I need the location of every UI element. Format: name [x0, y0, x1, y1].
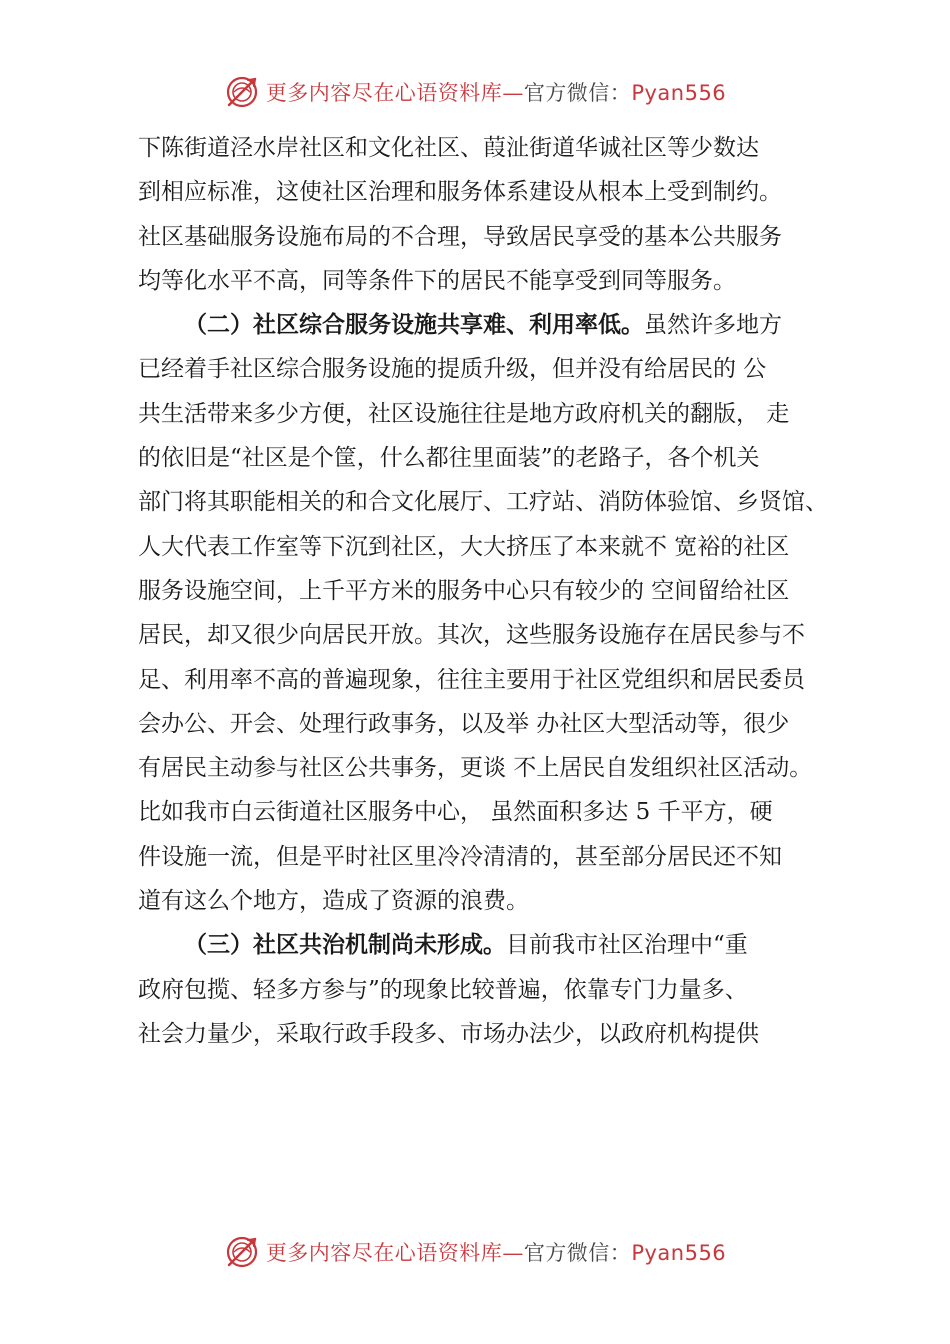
header-watermark-left: 更多内容尽在心语资料库: [265, 81, 503, 105]
body-line: 社区基础服务设施布局的不合理，导致居民享受的基本公共服务: [138, 223, 782, 250]
section2-line: 共生活带来多少方便，社区设施往往是地方政府机关的翻版， 走: [138, 400, 790, 427]
footer-watermark-left: 更多内容尽在心语资料库: [265, 1241, 503, 1265]
section2-line: 足、利用率不高的普遍现象，往往主要用于社区党组织和居民委员: [138, 666, 805, 693]
header-watermark: [0, 72, 950, 112]
document-body: [138, 126, 858, 1056]
footer-watermark: [0, 1232, 950, 1272]
body-line: 均等化水平不高，同等条件下的居民不能享受到同等服务。: [138, 267, 736, 294]
section3-heading: （三）社区共治机制尚未形成。: [184, 931, 506, 959]
body-line: 下陈街道泾水岸社区和文化社区、葭沚街道华诚社区等少数达: [138, 135, 759, 161]
section2-first-line: [138, 303, 858, 347]
section2-line: 服务设施空间，上千平方米的服务中心只有较少的 空间留给社区: [138, 577, 790, 604]
header-watermark-text: [266, 77, 726, 107]
header-watermark-right: 官方微信：: [523, 81, 632, 105]
section2-line: 道有这么个地方，造成了资源的浪费。: [138, 888, 529, 915]
section2-line: 已经着手社区综合服务设施的提质升级，但并没有给居民的 公: [138, 356, 767, 383]
section3-first-rest: 目前我市社区治理中“重: [506, 932, 748, 959]
section2-line: 的依旧是“社区是个筐，什么都往里面装”的老路子，各个机关: [138, 445, 760, 472]
section2-heading: （二）社区综合服务设施共享难、利用率低。: [184, 311, 644, 339]
section2-line: 居民，却又很少向居民开放。其次，这些服务设施存在居民参与不: [138, 622, 805, 649]
footer-watermark-text: [266, 1237, 726, 1267]
section3-first-line: [138, 923, 858, 967]
header-watermark-sep: —: [502, 81, 524, 105]
section2-first-rest: 虽然许多地方: [644, 312, 782, 339]
section3-line: 政府包揽、轻多方参与”的现象比较普遍，依靠专门力量多、: [138, 976, 748, 1003]
logo-icon: [224, 74, 260, 110]
section2-line: 部门将其职能相关的和合文化展厅、工疗站、消防体验馆、乡贤馆、: [138, 489, 828, 516]
section2-line: 有居民主动参与社区公共事务，更谈 不上居民自发组织社区活动。: [138, 755, 813, 782]
section2-line: 件设施一流，但是平时社区里冷冷清清的，甚至部分居民还不知: [138, 843, 782, 870]
section3-line: 社会力量少，采取行政手段多、市场办法少，以政府机构提供: [138, 1020, 759, 1047]
section2-line: 人大代表工作室等下沉到社区，大大挤压了本来就不 宽裕的社区: [138, 533, 790, 560]
header-watermark-id: Pyan556: [631, 81, 727, 105]
logo-icon: [224, 1234, 260, 1270]
section2-line: 比如我市白云街道社区服务中心， 虽然面积多达 5 千平方，硬: [138, 799, 773, 826]
body-line: 到相应标准，这使社区治理和服务体系建设从根本上受到制约。: [138, 179, 782, 206]
section2-line: 会办公、开会、处理行政事务，以及举 办社区大型活动等，很少: [138, 710, 790, 737]
footer-watermark-sep: —: [502, 1241, 524, 1265]
footer-watermark-id: Pyan556: [631, 1241, 727, 1265]
footer-watermark-right: 官方微信：: [523, 1241, 632, 1265]
